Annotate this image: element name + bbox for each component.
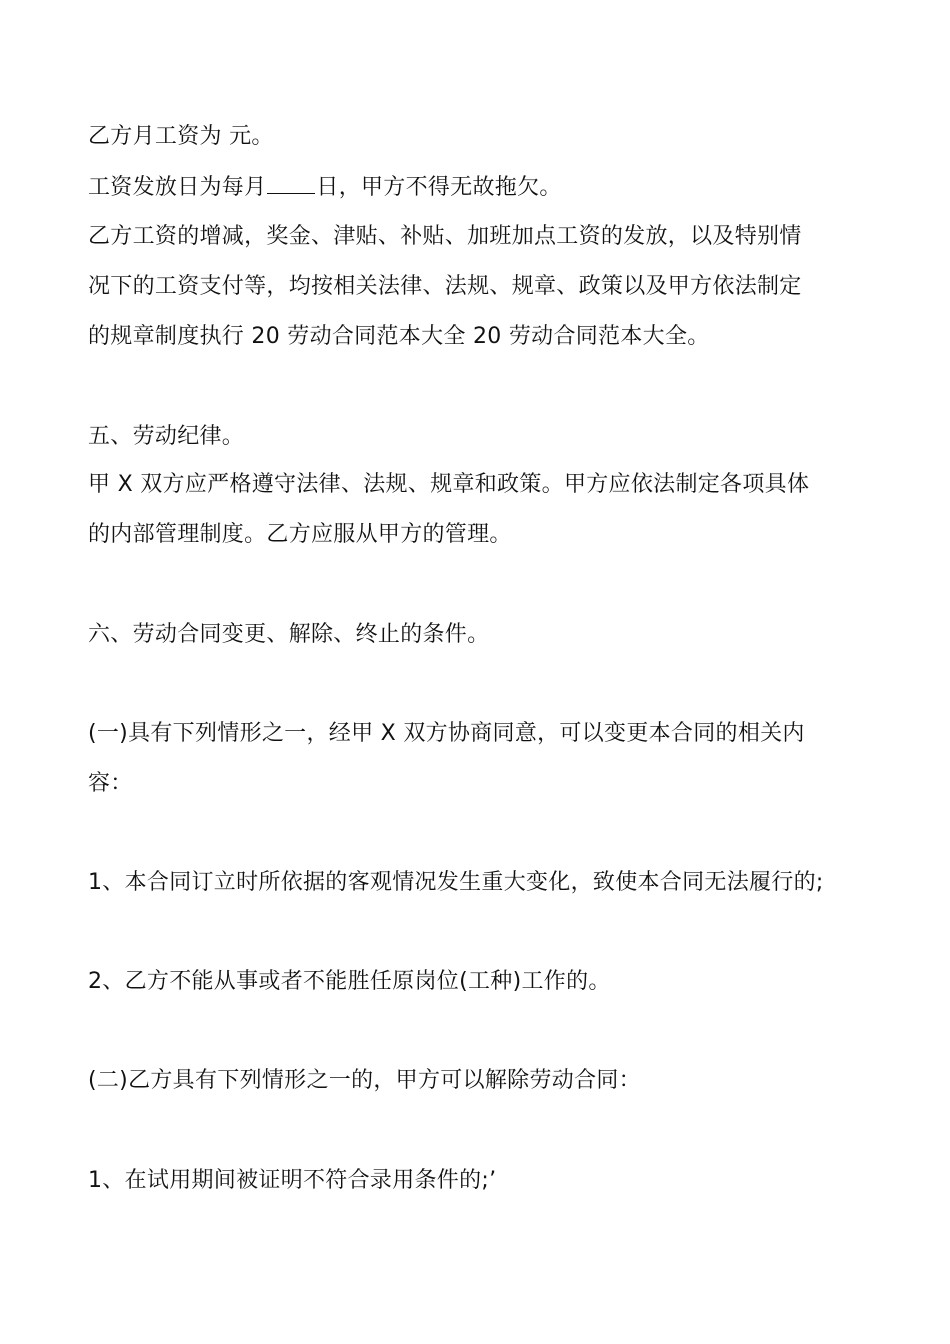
- discipline-paragraph-line-1: 甲 X 双方应严格遵守法律、法规、规章和政策。甲方应依法制定各项具体: [88, 472, 810, 497]
- section-5-heading: 五、劳动纪律。: [88, 424, 245, 449]
- discipline-paragraph-line-2: 的内部管理制度。乙方应服从甲方的管理。: [88, 522, 512, 547]
- salary-paragraph-line-1: 乙方工资的增减，奖金、津贴、补贴、加班加点工资的发放，以及特别情: [88, 224, 802, 249]
- clause-2-item-1: 1、在试用期间被证明不符合录用条件的;’: [88, 1168, 497, 1193]
- clause-1-line-2: 容：: [88, 771, 133, 796]
- clause-1-item-2: 2、乙方不能从事或者不能胜任原岗位(工种)工作的。: [88, 969, 611, 994]
- payday-line: [88, 172, 562, 203]
- clause-1-line-1: (一)具有下列情形之一，经甲 X 双方协商同意，可以变更本合同的相关内: [88, 721, 805, 746]
- salary-line: 乙方月工资为 元。: [88, 124, 274, 149]
- clause-2-heading: (二)乙方具有下列情形之一的，甲方可以解除劳动合同：: [88, 1068, 641, 1093]
- payday-prefix: 工资发放日为每月: [88, 175, 267, 200]
- payday-blank: [267, 172, 315, 194]
- payday-suffix: 日，甲方不得无故拖欠。: [316, 175, 562, 200]
- salary-paragraph-line-2: 况下的工资支付等，均按相关法律、法规、规章、政策以及甲方依法制定: [88, 274, 802, 299]
- clause-1-item-1: 1、本合同订立时所依据的客观情况发生重大变化，致使本合同无法履行的;: [88, 870, 824, 895]
- salary-paragraph-line-3: 的规章制度执行 20 劳动合同范本大全 20 劳动合同范本大全。: [88, 324, 710, 349]
- section-6-heading: 六、劳动合同变更、解除、终止的条件。: [88, 622, 490, 647]
